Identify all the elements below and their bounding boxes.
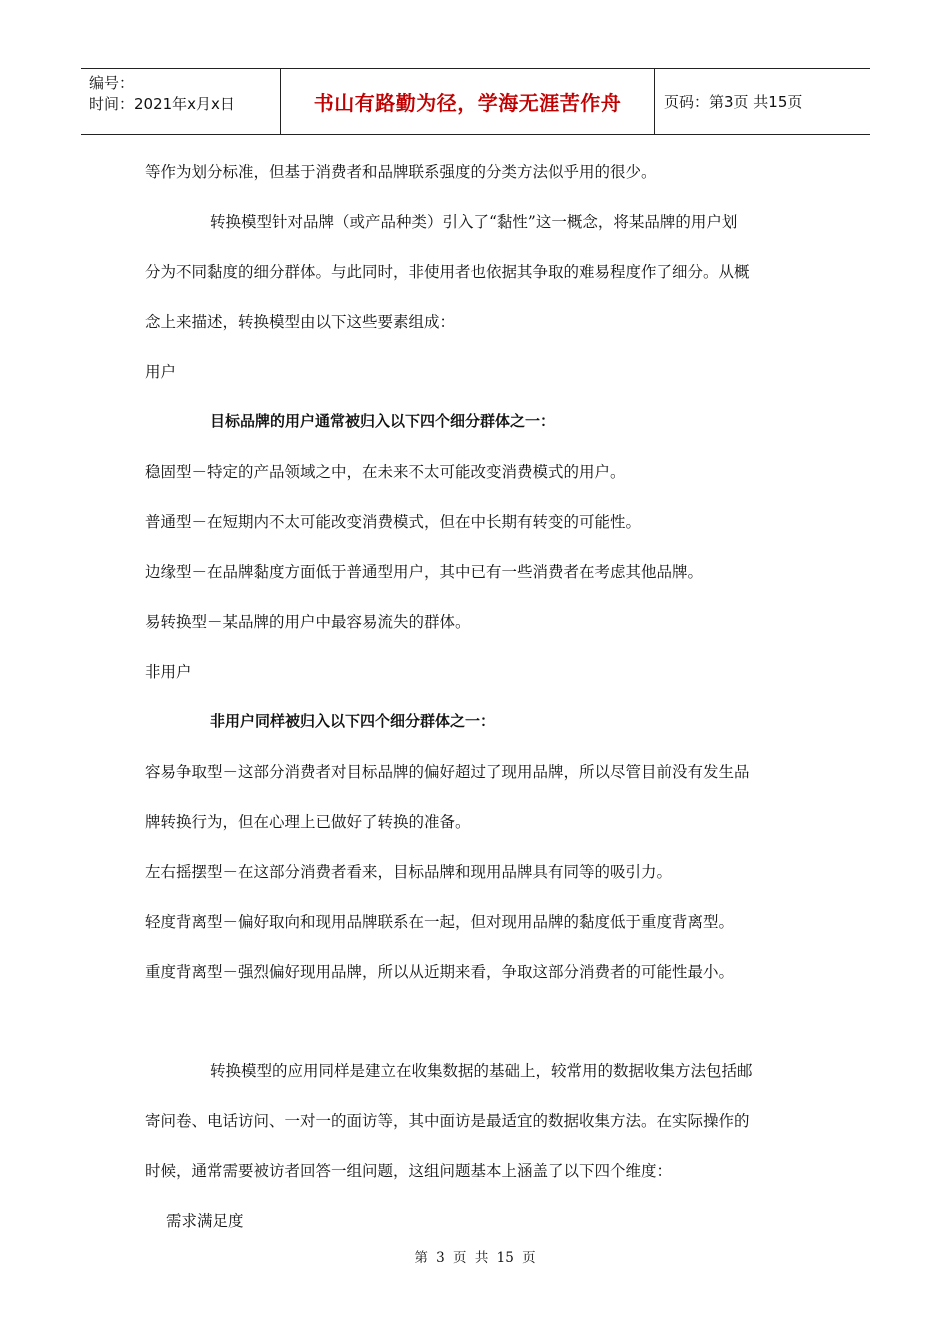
dimension-item: 需求满足度 — [166, 1212, 244, 1230]
paragraph-line: 分为不同黏度的细分群体。与此同时，非使用者也依据其争取的难易程度作了细分。从概 — [145, 263, 750, 281]
header-motto: 书山有路勤为径，学海无涯苦作舟 — [281, 69, 655, 134]
paragraph-line: 念上来描述，转换模型由以下这些要素组成： — [145, 313, 456, 331]
section-label-non-users: 非用户 — [145, 663, 192, 681]
list-item: 稳固型－特定的产品领域之中，在未来不太可能改变消费模式的用户。 — [145, 463, 626, 481]
section-label-users: 用户 — [145, 363, 177, 381]
number-label: 编号： — [89, 74, 135, 92]
paragraph-line: 寄问卷、电话访问、一对一的面访等，其中面访是最适宜的数据收集方法。在实际操作的 — [145, 1112, 750, 1130]
list-item: 易转换型－某品牌的用户中最容易流失的群体。 — [145, 613, 471, 631]
paragraph-line: 转换模型针对品牌（或产品种类）引入了“黏性”这一概念，将某品牌的用户划 — [210, 213, 738, 231]
list-item: 边缘型－在品牌黏度方面低于普通型用户，其中已有一些消费者在考虑其他品牌。 — [145, 563, 704, 581]
subheading-user-segments: 目标品牌的用户通常被归入以下四个细分群体之一： — [210, 412, 556, 430]
paragraph-line: 等作为划分标准，但基于消费者和品牌联系强度的分类方法似乎用的很少。 — [145, 163, 657, 181]
subheading-non-user-segments: 非用户同样被归入以下四个细分群体之一： — [210, 712, 496, 730]
page-header — [81, 68, 870, 135]
header-meta — [81, 69, 281, 134]
list-item-continuation: 牌转换行为，但在心理上已做好了转换的准备。 — [145, 813, 471, 831]
paragraph-line: 时候，通常需要被访者回答一组问题，这组问题基本上涵盖了以下四个维度： — [145, 1162, 673, 1180]
paragraph-line: 转换模型的应用同样是建立在收集数据的基础上，较常用的数据收集方法包括邮 — [210, 1062, 753, 1080]
list-item: 重度背离型－强烈偏好现用品牌，所以从近期来看，争取这部分消费者的可能性最小。 — [145, 963, 735, 981]
list-item: 容易争取型－这部分消费者对目标品牌的偏好超过了现用品牌，所以尽管目前没有发生品 — [145, 763, 750, 781]
list-item: 普通型－在短期内不太可能改变消费模式，但在中长期有转变的可能性。 — [145, 513, 642, 531]
time-label: 时间：2021年x月x日 — [89, 95, 235, 113]
list-item: 左右摇摆型－在这部分消费者看来，目标品牌和现用品牌具有同等的吸引力。 — [145, 863, 673, 881]
list-item: 轻度背离型－偏好取向和现用品牌联系在一起，但对现用品牌的黏度低于重度背离型。 — [145, 913, 735, 931]
header-page-info: 页码：第3页 共15页 — [664, 93, 803, 111]
page-footer: 第 3 页 共 15 页 — [414, 1250, 536, 1266]
